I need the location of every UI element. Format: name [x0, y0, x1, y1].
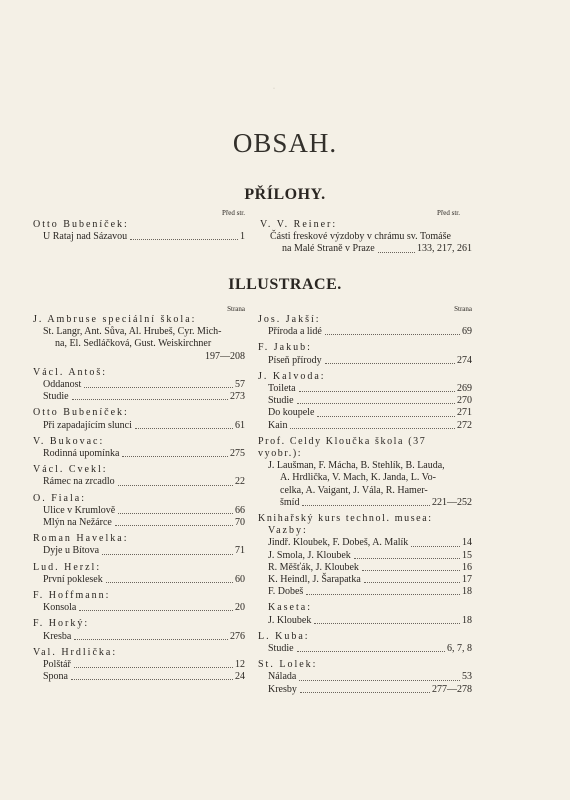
- dot-leader: [325, 334, 460, 335]
- page-number: 71: [235, 545, 245, 557]
- entry-title: J. Smola, J. Kloubek: [268, 549, 351, 561]
- author-name: O. Fiala:: [33, 492, 86, 504]
- prilohy-left-column: [33, 219, 245, 243]
- page-number: 277—278: [432, 683, 472, 695]
- author-name: Knihařský kurs technol. musea:: [258, 513, 433, 525]
- entry-title: Studie: [43, 391, 69, 403]
- page-number: 221—252: [432, 496, 472, 508]
- dot-leader: [102, 554, 233, 555]
- entry-title: K. Heindl, J. Šarapatka: [268, 574, 361, 586]
- toc-entry: [33, 602, 245, 614]
- entry-line: J. Laušman, F. Mácha, B. Stehlík, B. Lauda,: [268, 460, 445, 472]
- toc-entry: [33, 391, 245, 403]
- illustrace-right-column: [258, 314, 472, 696]
- entry-title: U Rataj nad Sázavou: [43, 231, 128, 243]
- dot-leader: [297, 403, 455, 404]
- entry-title: R. Měšťák, J. Kloubek: [268, 561, 359, 573]
- author-name: St. Lolek:: [258, 659, 318, 671]
- toc-entry: [258, 355, 472, 367]
- page-number: 66: [235, 504, 245, 516]
- author-name: L. Kuba:: [258, 630, 310, 642]
- dot-leader: [299, 680, 460, 681]
- dot-leader: [118, 485, 233, 486]
- entry-title: Rodinná upomínka: [43, 448, 120, 460]
- entry-line: na, El. Sedláčková, Gust. Weiskirchner: [55, 338, 212, 350]
- entry-line: celka, A. Vaigant, J. Vála, R. Hamer-: [280, 484, 428, 496]
- author-name: Val. Hrdlička:: [33, 646, 118, 658]
- author-name: J. Ambruse speciální škola:: [33, 314, 197, 325]
- illustrace-left-column: [33, 314, 245, 683]
- page-number: 133, 217, 261: [417, 243, 472, 255]
- subheading: Vazby:: [268, 525, 308, 537]
- dot-leader: [79, 610, 233, 611]
- page-number: 60: [235, 573, 245, 585]
- column-head-right: Před str.: [437, 209, 460, 217]
- dot-leader: [317, 416, 455, 417]
- page-number: 1: [240, 231, 245, 243]
- entry-title: J. Kloubek: [268, 614, 312, 626]
- dot-leader: [122, 456, 228, 457]
- entry-title: Oddanost: [43, 379, 82, 391]
- entry-title: Při zapadajícím slunci: [43, 419, 132, 431]
- toc-entry: [258, 497, 472, 509]
- toc-entry: [33, 420, 245, 432]
- dot-leader: [71, 679, 233, 680]
- author-name: V. V. Reiner:: [260, 219, 338, 230]
- column-head-right: Strana: [454, 305, 472, 313]
- entry-line: A. Hrdlička, V. Mach, K. Janda, L. Vo-: [280, 472, 436, 484]
- entry-title: Dyje u Bítova: [43, 545, 100, 557]
- dot-leader: [74, 667, 233, 668]
- toc-entry: [258, 407, 472, 419]
- page-number: 53: [462, 671, 472, 683]
- dot-leader: [297, 651, 445, 652]
- entry-title: Rámec na zrcadlo: [43, 476, 115, 488]
- toc-entry: [258, 326, 472, 338]
- author-name: Václ. Cvekl:: [33, 464, 108, 476]
- entry-title: Kresby: [268, 683, 297, 695]
- author-name: F. Jakub:: [258, 342, 312, 354]
- dot-leader: [290, 428, 455, 429]
- toc-entry: [33, 659, 245, 671]
- toc-entry: [33, 379, 245, 391]
- entry-title: Kresba: [43, 630, 72, 642]
- entry-title: na Malé Straně v Praze: [282, 243, 375, 255]
- page-mark: ·: [273, 86, 275, 92]
- toc-entry: [258, 671, 472, 683]
- dot-leader: [306, 594, 460, 595]
- author-name: Roman Havelka:: [33, 533, 129, 545]
- entry-title: Konsola: [43, 602, 77, 614]
- page-number: 275: [230, 448, 245, 460]
- entry-title: První poklesek: [43, 573, 103, 585]
- toc-entry: [33, 671, 245, 683]
- dot-leader: [362, 570, 460, 571]
- toc-entry: [33, 517, 245, 529]
- entry-title: Kain: [268, 419, 288, 431]
- author-name: F. Hoffmann:: [33, 590, 111, 602]
- dot-leader: [325, 363, 455, 364]
- entry-title: Mlýn na Nežárce: [43, 517, 112, 529]
- toc-entry: [260, 243, 472, 255]
- entry-line: St. Langr, Ant. Sůva, Al. Hrubeš, Cyr. Mich-: [43, 326, 222, 338]
- entry-title: šmíd: [280, 496, 300, 508]
- toc-entry: [258, 615, 472, 627]
- page-title: OBSAH.: [232, 128, 338, 158]
- page-number: 276: [230, 630, 245, 642]
- toc-entry: [258, 562, 472, 574]
- dot-leader: [364, 582, 460, 583]
- toc-entry: [33, 505, 245, 517]
- dot-leader: [72, 399, 228, 400]
- page-number: 270: [457, 395, 472, 407]
- page-number: 18: [462, 586, 472, 598]
- dot-leader: [299, 391, 455, 392]
- page-number: 16: [462, 561, 472, 573]
- page-number: 273: [230, 391, 245, 403]
- author-name: J. Kalvoda:: [258, 370, 326, 382]
- section-heading-prilohy: PŘÍLOHY.: [244, 186, 326, 203]
- toc-entry: [258, 395, 472, 407]
- dot-leader: [411, 546, 460, 547]
- page-number: 69: [462, 326, 472, 338]
- author-name: V. Bukovac:: [33, 435, 105, 447]
- toc-entry: [33, 448, 245, 460]
- entry-title: Píseň přírody: [268, 354, 322, 366]
- dot-leader: [106, 582, 233, 583]
- toc-entry: [33, 231, 245, 243]
- page-number: 57: [235, 379, 245, 391]
- page-number: 12: [235, 659, 245, 671]
- page-number: 6, 7, 8: [447, 643, 472, 655]
- page-number: 17: [462, 574, 472, 586]
- dot-leader: [130, 239, 238, 240]
- toc-entry: [258, 684, 472, 696]
- page-number: 20: [235, 602, 245, 614]
- prilohy-right-column: [260, 219, 472, 256]
- page-number: 18: [462, 614, 472, 626]
- author-name: Václ. Antoš:: [33, 366, 107, 378]
- entry-line: Části freskové výzdoby v chrámu sv. Tomáše: [270, 231, 451, 243]
- dot-leader: [300, 692, 430, 693]
- toc-entry: [258, 574, 472, 586]
- entry-title: Polštář: [43, 659, 71, 671]
- dot-leader: [84, 387, 233, 388]
- entry-title: Nálada: [268, 671, 297, 683]
- toc-entry: [258, 383, 472, 395]
- page-number: 70: [235, 517, 245, 529]
- dot-leader: [354, 558, 460, 559]
- author-name: Otto Bubeníček:: [33, 219, 129, 230]
- toc-entry: [258, 643, 472, 655]
- section-heading-illustrace: ILLUSTRACE.: [228, 276, 342, 293]
- dot-leader: [302, 505, 430, 506]
- entry-title: Ulice v Krumlově: [43, 504, 116, 516]
- toc-entry: [33, 631, 245, 643]
- dot-leader: [115, 525, 233, 526]
- dot-leader: [378, 252, 415, 253]
- author-name: Otto Bubeníček:: [33, 407, 129, 419]
- toc-entry: [33, 545, 245, 557]
- page-number: 274: [457, 354, 472, 366]
- dot-leader: [135, 428, 233, 429]
- page-number: 22: [235, 476, 245, 488]
- subheading: Kaseta:: [268, 602, 312, 614]
- author-name: Prof. Celdy Kloučka škola (37 vyobr.):: [258, 435, 427, 460]
- entry-title: Studie: [268, 395, 294, 407]
- column-head-left: Před str.: [222, 209, 245, 217]
- page-number: 272: [457, 419, 472, 431]
- entry-title: Toileta: [268, 383, 296, 395]
- toc-entry: [258, 550, 472, 562]
- entry-title: Příroda a lidé: [268, 326, 322, 338]
- page-number: 271: [457, 407, 472, 419]
- author-name: Jos. Jakší:: [258, 314, 321, 325]
- entry-title: Jindř. Kloubek, F. Dobeš, A. Malík: [268, 537, 409, 549]
- dot-leader: [314, 623, 460, 624]
- toc-entry: [258, 586, 472, 598]
- toc-entry: [258, 420, 472, 432]
- dot-leader: [74, 639, 228, 640]
- toc-entry: [33, 476, 245, 488]
- author-name: Lud. Herzl:: [33, 561, 102, 573]
- entry-title: Do koupele: [268, 407, 315, 419]
- page-number: 61: [235, 419, 245, 431]
- page-number: 14: [462, 537, 472, 549]
- author-name: F. Horký:: [33, 618, 90, 630]
- page-number: 269: [457, 383, 472, 395]
- entry-title: Studie: [268, 643, 294, 655]
- page-number: 15: [462, 549, 472, 561]
- column-head-left: Strana: [227, 305, 245, 313]
- page-number: 24: [235, 671, 245, 683]
- dot-leader: [118, 513, 233, 514]
- entry-title: Spona: [43, 671, 68, 683]
- entry-title: F. Dobeš: [268, 586, 304, 598]
- toc-entry: [258, 537, 472, 549]
- page-number: 197—208: [205, 350, 245, 362]
- toc-entry: [33, 574, 245, 586]
